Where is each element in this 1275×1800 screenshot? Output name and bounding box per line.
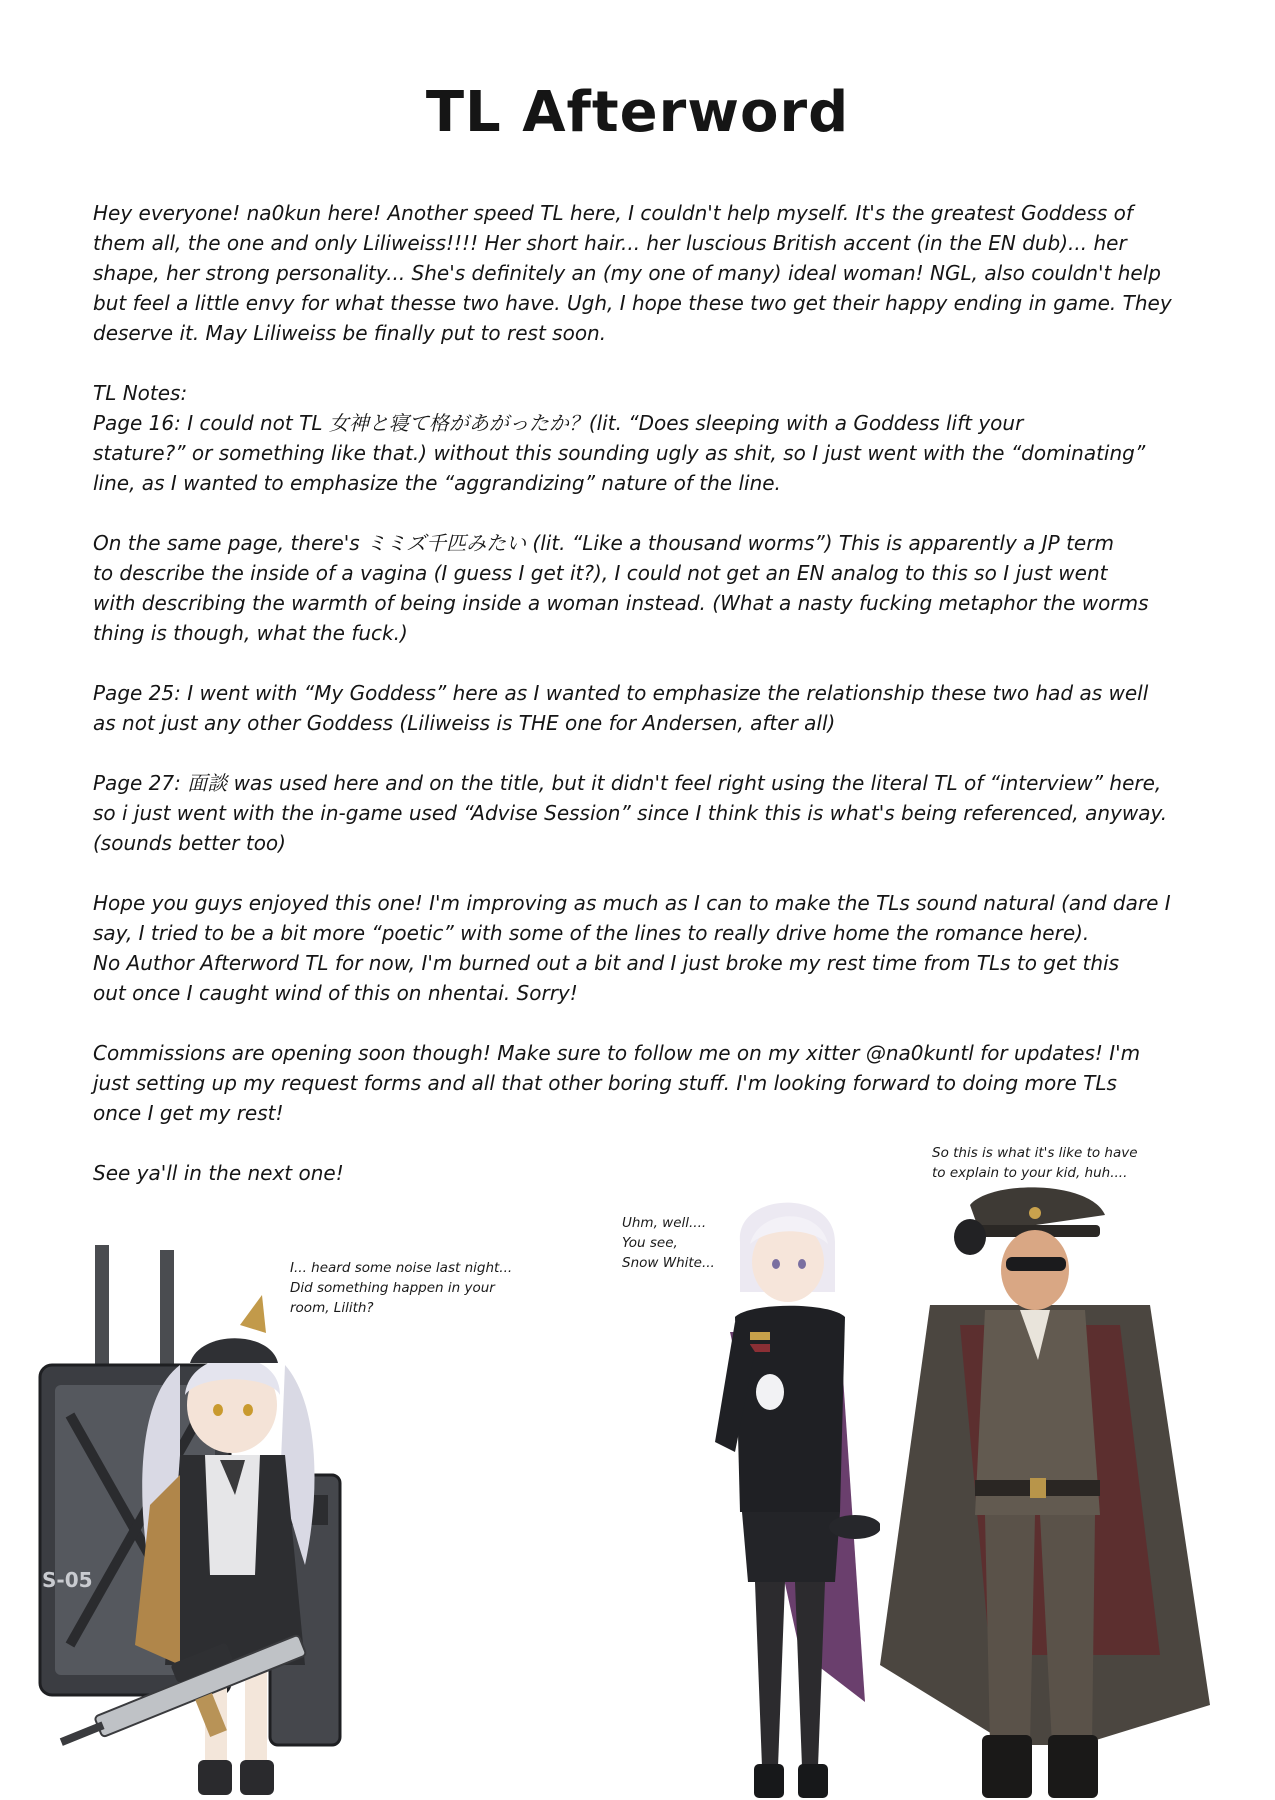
text-line: once I get my rest! <box>93 1101 284 1125</box>
text-line: say, I tried to be a bit more “poetic” with some of the lines to really drive home the romance here). <box>93 921 1090 945</box>
boot <box>798 1764 828 1798</box>
cap <box>190 1338 278 1363</box>
text-line: so i just went with the in-game used “Advise Session” since I think this is what's being referenced, anyway. <box>93 801 1168 825</box>
speech-line: room, Lilith? <box>290 1300 374 1316</box>
boot <box>198 1760 232 1795</box>
text-line: (sounds better too) <box>93 831 286 855</box>
text-line: Page 25: I went with “My Goddess” here as I wanted to emphasize the relationship these two had as well <box>93 681 1149 705</box>
closing-paragraph <box>93 888 1213 1008</box>
text-line: No Author Afterword TL for now, I'm burned out a bit and I just broke my rest time from TLs to get this <box>93 951 1119 975</box>
text-line: but feel a little envy for what thesse two have. Ugh, I hope these two get their happy ending in game. They <box>93 291 1172 315</box>
character-illustration-left <box>30 1245 360 1800</box>
speech-line: So this is what it's like to have <box>932 1145 1138 1161</box>
speech-line: to explain to your kid, huh.... <box>932 1165 1128 1181</box>
text-line: to describe the inside of a vagina (I guess I get it?), I could not get an EN analog to this so I just went <box>93 561 1108 585</box>
boot <box>240 1760 274 1795</box>
text-line: just setting up my request forms and all that other boring stuff. I'm looking forward to doing more TLs <box>93 1071 1117 1095</box>
eye <box>213 1404 223 1416</box>
text-line: them all, the one and only Liliweiss!!!! Her short hair... her luscious British accent (in the EN dub)... her <box>93 231 1127 255</box>
crate-pipe <box>95 1245 109 1375</box>
text-line: line, as I wanted to emphasize the “aggrandizing” nature of the line. <box>93 471 781 495</box>
tl-notes-paragraph <box>93 378 1213 498</box>
crate-pipe <box>160 1250 174 1370</box>
belt-buckle <box>1030 1478 1046 1498</box>
page25-note-paragraph <box>93 678 1213 738</box>
eye <box>772 1259 780 1269</box>
eye <box>798 1259 806 1269</box>
speech-line: You see, <box>622 1235 678 1251</box>
character-right-art <box>870 1185 1230 1800</box>
character-illustration-right <box>870 1185 1230 1800</box>
commissions-paragraph <box>93 1038 1213 1128</box>
boot <box>754 1764 784 1798</box>
gloved-hand <box>954 1219 986 1255</box>
page-title: TL Afterword <box>425 80 850 145</box>
intro-paragraph <box>93 198 1213 348</box>
text-line: Commissions are opening soon though! Make sure to follow me on my xitter @na0kuntl for updates! I'm <box>93 1041 1141 1065</box>
boot <box>982 1735 1032 1798</box>
afterword-body <box>93 198 1213 1218</box>
leg <box>755 1582 785 1767</box>
text-line: as not just any other Goddess (Liliweiss is THE one for Andersen, after all) <box>93 711 836 735</box>
text-line: thing is though, what the fuck.) <box>93 621 408 645</box>
page27-note-paragraph <box>93 768 1213 858</box>
leg <box>245 1665 267 1765</box>
boot <box>1048 1735 1098 1798</box>
text-line: On the same page, there's ミミズ千匹みたい (lit. “Like a thousand worms”) This is apparently a JP term <box>93 531 1114 555</box>
text-line: See ya'll in the next one! <box>93 1161 344 1185</box>
character-middle-art <box>690 1182 880 1800</box>
worms-note-paragraph <box>93 528 1213 648</box>
leg <box>985 1515 1035 1745</box>
text-line: with describing the warmth of being inside a woman instead. (What a nasty fucking metaphor the worms <box>93 591 1149 615</box>
glove <box>756 1374 784 1410</box>
text-line: TL Notes: <box>93 381 188 405</box>
text-line: deserve it. May Liliweiss be finally put to rest soon. <box>93 321 607 345</box>
rifle-barrel <box>60 1722 105 1746</box>
speech-line: Uhm, well.... <box>622 1215 707 1231</box>
text-line: Page 27: 面談 was used here and on the title, but it didn't feel right using the literal TL of “interview” here, <box>93 771 1162 795</box>
text-line: stature?” or something like that.) without this sounding ugly as shit, so I just went with the “dominating” <box>93 441 1146 465</box>
crate-label: S-05 <box>42 1568 93 1592</box>
skirt <box>742 1512 840 1582</box>
speech-line: Did something happen in your <box>290 1280 495 1296</box>
cap-badge <box>1029 1207 1041 1219</box>
eye <box>243 1404 253 1416</box>
medal-bar <box>750 1332 770 1340</box>
cap-ornament <box>240 1295 266 1333</box>
text-line: Page 16: I could not TL 女神と寝て格があがったか？(lit. “Does sleeping with a Goddess lift your <box>93 411 1024 435</box>
leg <box>795 1582 825 1767</box>
character-left-art <box>30 1245 360 1800</box>
sunglasses <box>1006 1257 1066 1271</box>
speech-line: Snow White... <box>622 1255 715 1271</box>
text-line: Hey everyone! na0kun here! Another speed TL here, I couldn't help myself. It's the greatest Goddess of <box>93 201 1133 225</box>
speech-line: I... heard some noise last night... <box>290 1260 513 1276</box>
text-line: shape, her strong personality... She's definitely an (my one of many) ideal woman! NGL, also couldn't help <box>93 261 1161 285</box>
text-line: out once I caught wind of this on nhentai. Sorry! <box>93 981 578 1005</box>
character-illustration-middle <box>690 1182 880 1800</box>
text-line: Hope you guys enjoyed this one! I'm improving as much as I can to make the TLs sound natural (and dare I <box>93 891 1171 915</box>
speech-text-right <box>932 1143 1138 1183</box>
